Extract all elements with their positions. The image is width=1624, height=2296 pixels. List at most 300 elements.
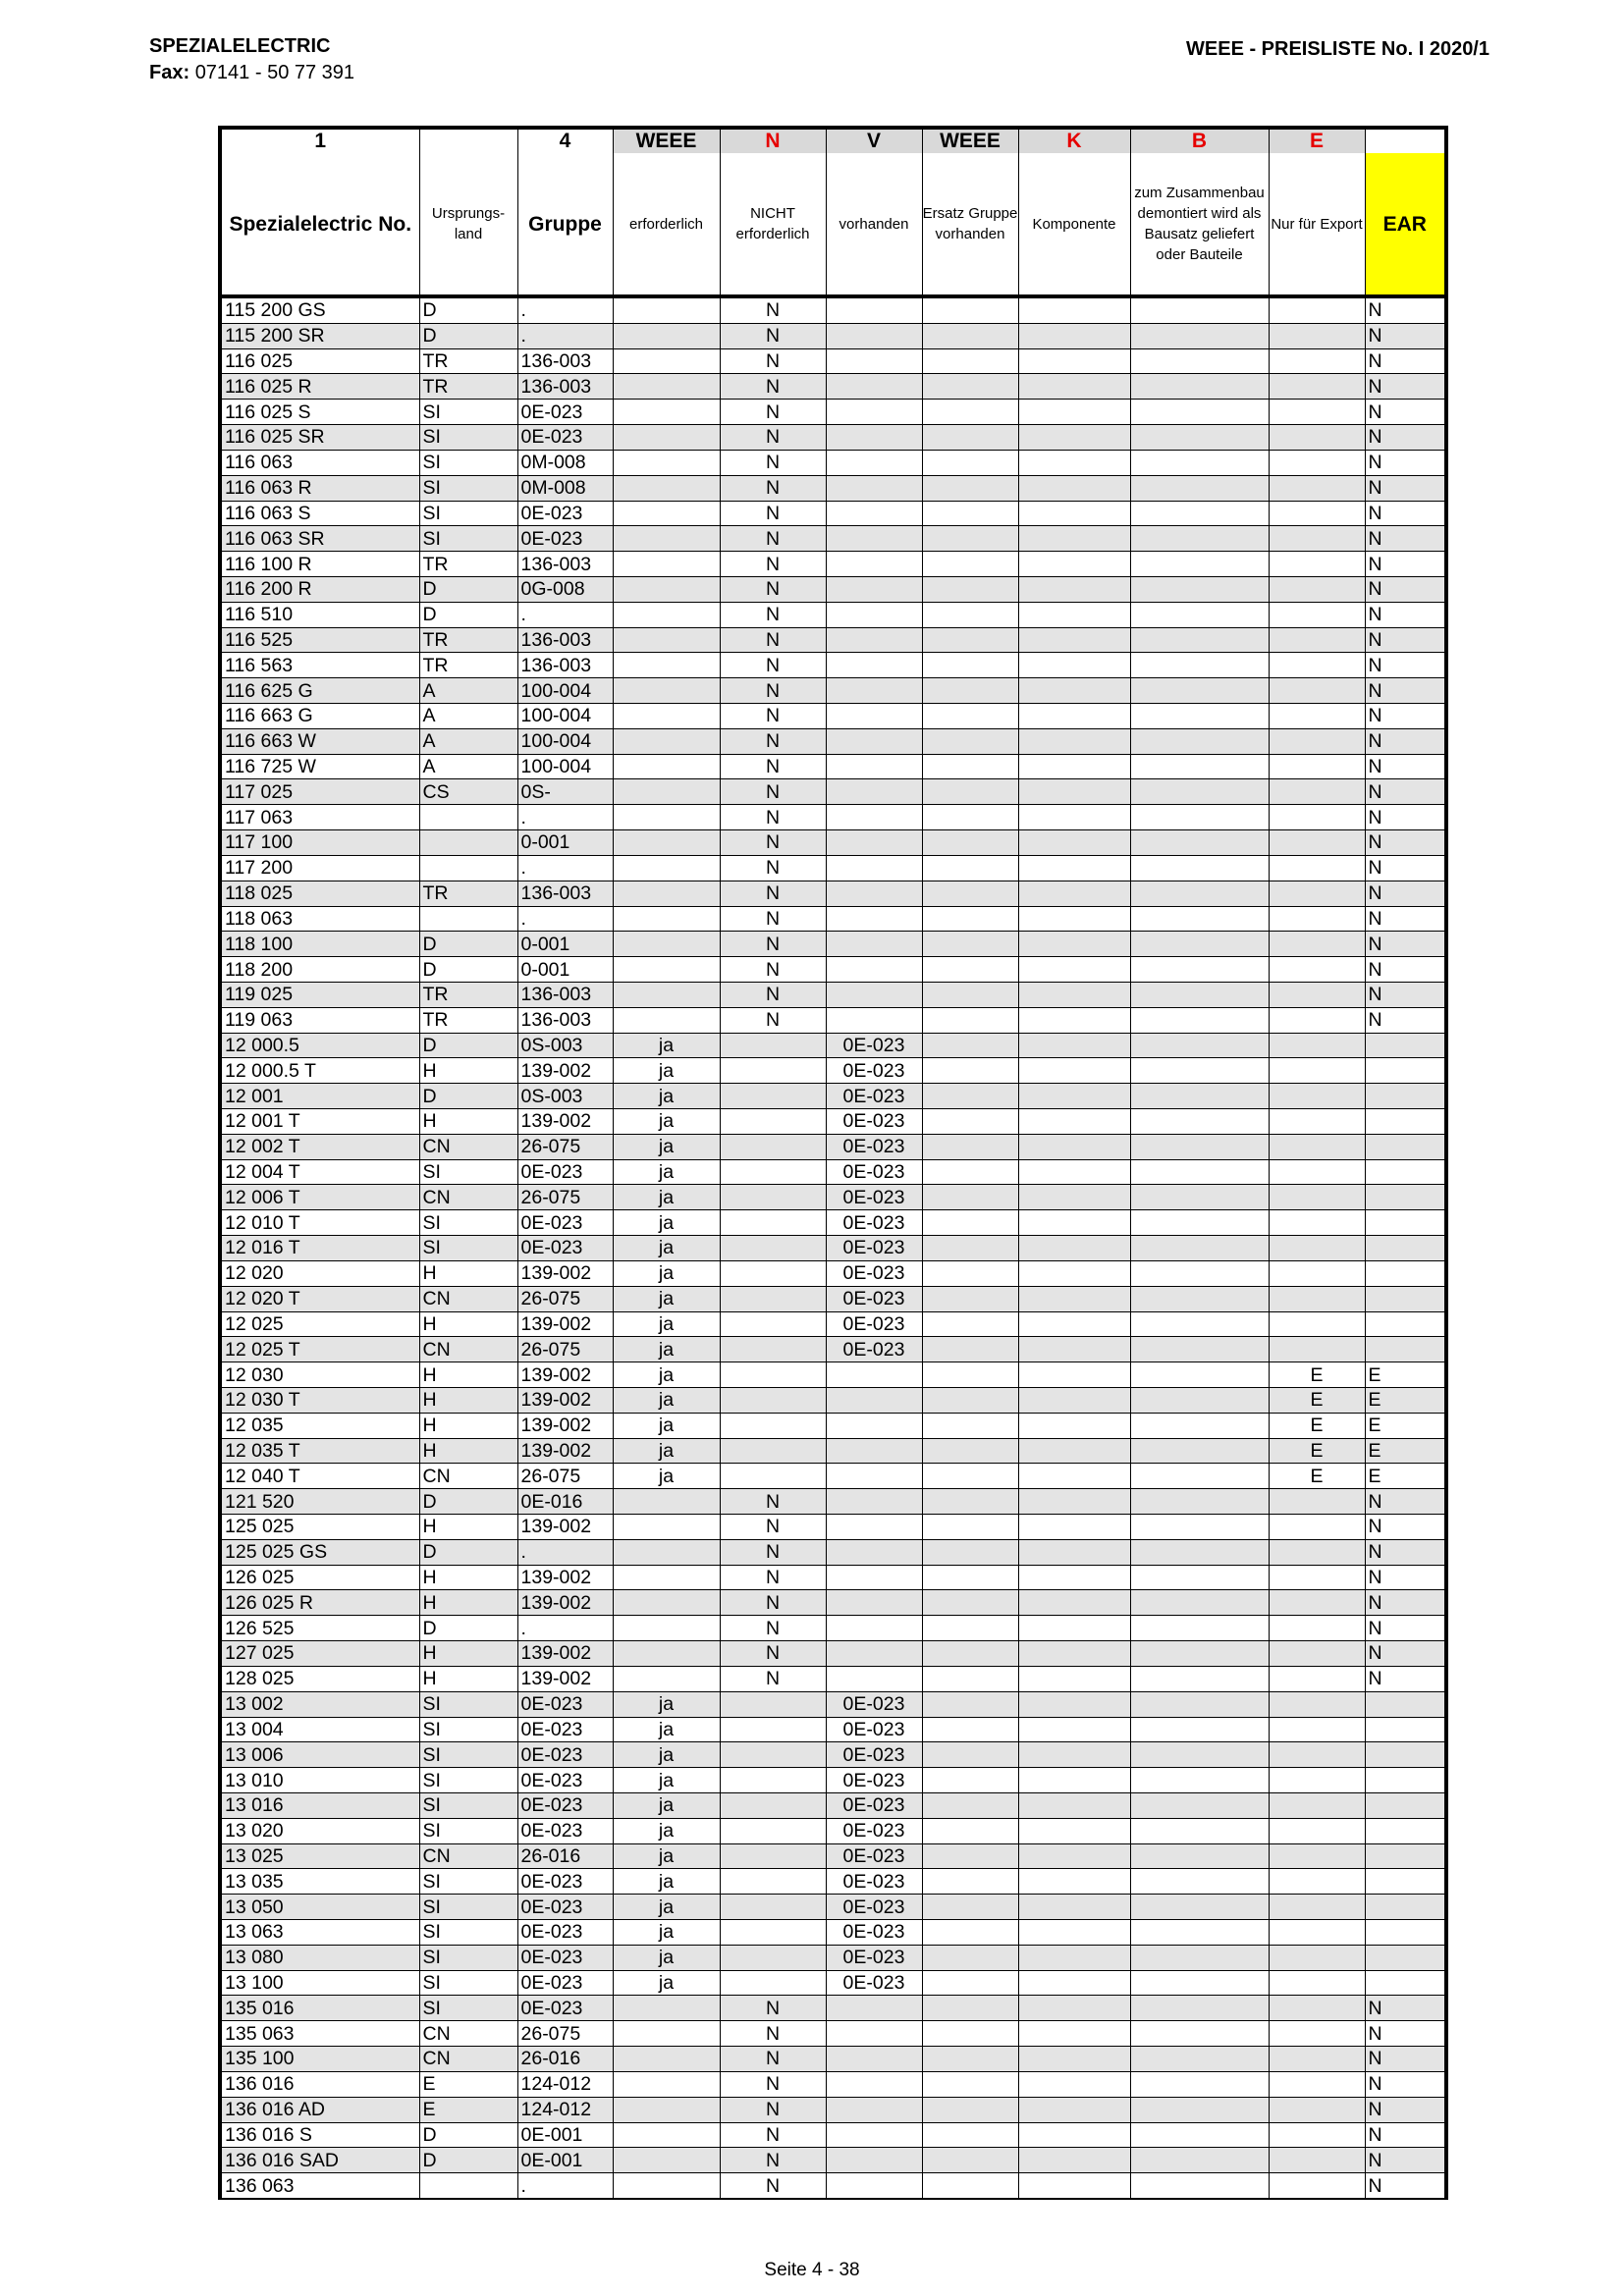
table-row <box>220 1970 1446 1996</box>
cell-spezialelectric-no: 126 525 <box>220 1616 419 1641</box>
cell-vorhanden: 0E-023 <box>826 1792 922 1818</box>
col-code-ursprungsland <box>419 128 517 153</box>
cell-spezialelectric-no: 12 030 <box>220 1362 419 1388</box>
cell-nicht-erforderlich: N <box>720 1007 826 1033</box>
cell-bausatz <box>1130 1058 1269 1084</box>
table-row <box>220 1185 1446 1210</box>
cell-gruppe: 139-002 <box>517 1590 613 1616</box>
cell-bausatz <box>1130 1159 1269 1185</box>
cell-nicht-erforderlich <box>720 1438 826 1464</box>
cell-gruppe: 0E-023 <box>517 1920 613 1946</box>
cell-export <box>1269 1920 1365 1946</box>
cell-vorhanden: 0E-023 <box>826 1869 922 1895</box>
cell-gruppe: 26-075 <box>517 1337 613 1362</box>
cell-ear <box>1365 1895 1446 1920</box>
cell-gruppe: 0E-023 <box>517 1236 613 1261</box>
cell-weee-erforderlich: ja <box>613 1134 720 1159</box>
cell-weee-erforderlich: ja <box>613 1742 720 1768</box>
cell-komponente <box>1018 1260 1130 1286</box>
cell-bausatz <box>1130 1565 1269 1590</box>
cell-bausatz <box>1130 1895 1269 1920</box>
cell-weee-erforderlich <box>613 526 720 552</box>
cell-ursprungsland: SI <box>419 1159 517 1185</box>
table-row <box>220 1792 1446 1818</box>
cell-export <box>1269 855 1365 881</box>
cell-nicht-erforderlich: N <box>720 957 826 983</box>
table-row <box>220 2173 1446 2199</box>
cell-export <box>1269 1565 1365 1590</box>
cell-spezialelectric-no: 12 000.5 T <box>220 1058 419 1084</box>
cell-ersatz-gruppe <box>922 2021 1018 2047</box>
cell-bausatz <box>1130 374 1269 400</box>
table-row <box>220 1286 1446 1311</box>
cell-ersatz-gruppe <box>922 2122 1018 2148</box>
cell-komponente <box>1018 475 1130 501</box>
cell-weee-erforderlich <box>613 1996 720 2021</box>
table-row <box>220 728 1446 754</box>
cell-ear <box>1365 1869 1446 1895</box>
cell-ursprungsland: D <box>419 2122 517 2148</box>
cell-ear: N <box>1365 957 1446 983</box>
cell-vorhanden: 0E-023 <box>826 1768 922 1793</box>
cell-ursprungsland: D <box>419 296 517 323</box>
cell-nicht-erforderlich: N <box>720 906 826 932</box>
cell-ear: E <box>1365 1438 1446 1464</box>
cell-ersatz-gruppe <box>922 1768 1018 1793</box>
cell-weee-erforderlich: ja <box>613 1033 720 1058</box>
cell-export <box>1269 1109 1365 1135</box>
cell-nicht-erforderlich: N <box>720 1590 826 1616</box>
cell-ersatz-gruppe <box>922 1869 1018 1895</box>
cell-gruppe: 139-002 <box>517 1666 613 1691</box>
cell-ersatz-gruppe <box>922 526 1018 552</box>
table-row <box>220 704 1446 729</box>
table-row <box>220 526 1446 552</box>
cell-ersatz-gruppe <box>922 552 1018 577</box>
cell-komponente <box>1018 1590 1130 1616</box>
cell-vorhanden <box>826 1590 922 1616</box>
cell-export <box>1269 1515 1365 1540</box>
cell-vorhanden <box>826 704 922 729</box>
cell-bausatz <box>1130 957 1269 983</box>
cell-vorhanden <box>826 957 922 983</box>
cell-ersatz-gruppe <box>922 1616 1018 1641</box>
col-code-spezialelectric-no: 1 <box>220 128 419 153</box>
cell-ersatz-gruppe <box>922 1058 1018 1084</box>
cell-nicht-erforderlich: N <box>720 374 826 400</box>
cell-vorhanden <box>826 906 922 932</box>
table-row <box>220 1464 1446 1489</box>
cell-ear: N <box>1365 1666 1446 1691</box>
cell-ear: N <box>1365 602 1446 627</box>
cell-bausatz <box>1130 2071 1269 2097</box>
cell-komponente <box>1018 1464 1130 1489</box>
fax-label: Fax: <box>149 62 190 83</box>
cell-ear: E <box>1365 1387 1446 1413</box>
pricelist-title: WEEE - PREISLISTE No. I 2020/1 <box>1186 38 1489 60</box>
cell-komponente <box>1018 704 1130 729</box>
table-row <box>220 957 1446 983</box>
cell-ersatz-gruppe <box>922 1489 1018 1515</box>
cell-spezialelectric-no: 12 040 T <box>220 1464 419 1489</box>
cell-vorhanden: 0E-023 <box>826 1286 922 1311</box>
cell-export <box>1269 1616 1365 1641</box>
cell-vorhanden: 0E-023 <box>826 1717 922 1742</box>
table-row <box>220 1539 1446 1565</box>
cell-vorhanden: 0E-023 <box>826 1134 922 1159</box>
cell-weee-erforderlich: ja <box>613 1843 720 1869</box>
cell-export <box>1269 830 1365 856</box>
cell-weee-erforderlich <box>613 906 720 932</box>
cell-spezialelectric-no: 12 025 T <box>220 1337 419 1362</box>
table-row <box>220 450 1446 475</box>
cell-ursprungsland: H <box>419 1565 517 1590</box>
cell-spezialelectric-no: 13 050 <box>220 1895 419 1920</box>
col-code-nicht-erforderlich: N <box>720 128 826 153</box>
table-row <box>220 1007 1446 1033</box>
cell-ersatz-gruppe <box>922 678 1018 704</box>
col-header-ursprungsland: Ursprungs-land <box>419 153 517 296</box>
cell-vorhanden <box>826 1007 922 1033</box>
cell-export <box>1269 728 1365 754</box>
cell-spezialelectric-no: 12 035 <box>220 1413 419 1438</box>
cell-ear <box>1365 1236 1446 1261</box>
cell-spezialelectric-no: 116 025 S <box>220 400 419 425</box>
cell-export <box>1269 2097 1365 2122</box>
cell-ursprungsland: D <box>419 1033 517 1058</box>
cell-export: E <box>1269 1362 1365 1388</box>
cell-ear: N <box>1365 425 1446 451</box>
cell-export <box>1269 2148 1365 2173</box>
cell-spezialelectric-no: 115 200 SR <box>220 323 419 348</box>
cell-export: E <box>1269 1464 1365 1489</box>
cell-nicht-erforderlich <box>720 1337 826 1362</box>
table-row <box>220 1134 1446 1159</box>
cell-spezialelectric-no: 12 020 <box>220 1260 419 1286</box>
cell-spezialelectric-no: 117 100 <box>220 830 419 856</box>
cell-vorhanden: 0E-023 <box>826 1033 922 1058</box>
cell-komponente <box>1018 1843 1130 1869</box>
cell-spezialelectric-no: 116 725 W <box>220 754 419 779</box>
cell-ursprungsland: TR <box>419 374 517 400</box>
cell-weee-erforderlich <box>613 2122 720 2148</box>
cell-ursprungsland: D <box>419 576 517 602</box>
page-number: Seite 4 - 38 <box>764 2260 860 2280</box>
cell-komponente <box>1018 982 1130 1007</box>
cell-komponente <box>1018 2148 1130 2173</box>
cell-ear <box>1365 1717 1446 1742</box>
cell-vorhanden <box>826 1565 922 1590</box>
cell-nicht-erforderlich: N <box>720 2097 826 2122</box>
cell-export <box>1269 552 1365 577</box>
cell-komponente <box>1018 779 1130 805</box>
col-code-gruppe: 4 <box>517 128 613 153</box>
cell-ear <box>1365 1033 1446 1058</box>
cell-spezialelectric-no: 118 025 <box>220 881 419 906</box>
cell-vorhanden <box>826 2047 922 2072</box>
cell-ear: N <box>1365 906 1446 932</box>
table-row <box>220 1159 1446 1185</box>
cell-nicht-erforderlich: N <box>720 602 826 627</box>
cell-ursprungsland: SI <box>419 1717 517 1742</box>
cell-ersatz-gruppe <box>922 1515 1018 1540</box>
cell-komponente <box>1018 627 1130 653</box>
table-row <box>220 2148 1446 2173</box>
cell-komponente <box>1018 1159 1130 1185</box>
cell-nicht-erforderlich <box>720 1387 826 1413</box>
cell-weee-erforderlich: ja <box>613 1413 720 1438</box>
cell-weee-erforderlich <box>613 627 720 653</box>
cell-ear: N <box>1365 830 1446 856</box>
cell-ear <box>1365 1134 1446 1159</box>
cell-nicht-erforderlich: N <box>720 855 826 881</box>
cell-vorhanden: 0E-023 <box>826 1058 922 1084</box>
cell-gruppe: 0E-016 <box>517 1489 613 1515</box>
cell-nicht-erforderlich: N <box>720 2047 826 2072</box>
table-row <box>220 1666 1446 1691</box>
cell-vorhanden: 0E-023 <box>826 1818 922 1843</box>
cell-export <box>1269 1058 1365 1084</box>
cell-ear <box>1365 1742 1446 1768</box>
cell-ersatz-gruppe <box>922 627 1018 653</box>
cell-nicht-erforderlich <box>720 1792 826 1818</box>
cell-nicht-erforderlich <box>720 1311 826 1337</box>
cell-ursprungsland: TR <box>419 627 517 653</box>
cell-export <box>1269 1717 1365 1742</box>
cell-ursprungsland <box>419 830 517 856</box>
cell-ear: N <box>1365 779 1446 805</box>
cell-ersatz-gruppe <box>922 475 1018 501</box>
cell-export <box>1269 957 1365 983</box>
cell-ursprungsland: H <box>419 1641 517 1667</box>
cell-weee-erforderlich: ja <box>613 1159 720 1185</box>
cell-nicht-erforderlich: N <box>720 653 826 678</box>
cell-bausatz <box>1130 1691 1269 1717</box>
cell-weee-erforderlich: ja <box>613 1337 720 1362</box>
cell-weee-erforderlich <box>613 805 720 830</box>
cell-export <box>1269 1996 1365 2021</box>
cell-nicht-erforderlich <box>720 1768 826 1793</box>
cell-ear: N <box>1365 2173 1446 2199</box>
cell-bausatz <box>1130 1362 1269 1388</box>
cell-ersatz-gruppe <box>922 779 1018 805</box>
cell-ersatz-gruppe <box>922 1539 1018 1565</box>
cell-komponente <box>1018 1539 1130 1565</box>
cell-ear <box>1365 1185 1446 1210</box>
cell-ersatz-gruppe <box>922 450 1018 475</box>
col-code-ear <box>1365 128 1446 153</box>
cell-export <box>1269 296 1365 323</box>
cell-ersatz-gruppe <box>922 1438 1018 1464</box>
table-row <box>220 678 1446 704</box>
cell-vorhanden <box>826 552 922 577</box>
cell-spezialelectric-no: 12 001 <box>220 1084 419 1109</box>
cell-vorhanden <box>826 501 922 526</box>
cell-bausatz <box>1130 1818 1269 1843</box>
cell-weee-erforderlich <box>613 704 720 729</box>
cell-spezialelectric-no: 126 025 <box>220 1565 419 1590</box>
cell-ersatz-gruppe <box>922 932 1018 957</box>
cell-weee-erforderlich: ja <box>613 1084 720 1109</box>
cell-gruppe: 139-002 <box>517 1387 613 1413</box>
cell-spezialelectric-no: 116 625 G <box>220 678 419 704</box>
cell-vorhanden <box>826 475 922 501</box>
cell-bausatz <box>1130 1109 1269 1135</box>
cell-bausatz <box>1130 678 1269 704</box>
cell-nicht-erforderlich <box>720 1691 826 1717</box>
cell-nicht-erforderlich: N <box>720 2021 826 2047</box>
cell-bausatz <box>1130 602 1269 627</box>
col-header-nicht-erforderlich: NICHT erforderlich <box>720 153 826 296</box>
cell-ersatz-gruppe <box>922 1134 1018 1159</box>
table-row <box>220 1413 1446 1438</box>
cell-spezialelectric-no: 135 100 <box>220 2047 419 2072</box>
table-row <box>220 400 1446 425</box>
cell-komponente <box>1018 1616 1130 1641</box>
table-row <box>220 374 1446 400</box>
cell-gruppe: 26-075 <box>517 1185 613 1210</box>
cell-spezialelectric-no: 117 200 <box>220 855 419 881</box>
cell-gruppe: . <box>517 906 613 932</box>
cell-nicht-erforderlich: N <box>720 881 826 906</box>
cell-komponente <box>1018 805 1130 830</box>
cell-nicht-erforderlich: N <box>720 348 826 374</box>
cell-bausatz <box>1130 1033 1269 1058</box>
cell-ersatz-gruppe <box>922 855 1018 881</box>
price-table-body <box>220 296 1446 2199</box>
cell-gruppe: 26-075 <box>517 2021 613 2047</box>
table-row <box>220 1895 1446 1920</box>
cell-vorhanden <box>826 932 922 957</box>
cell-weee-erforderlich <box>613 932 720 957</box>
cell-komponente <box>1018 1641 1130 1667</box>
cell-nicht-erforderlich <box>720 1895 826 1920</box>
cell-ear: N <box>1365 2097 1446 2122</box>
cell-spezialelectric-no: 13 080 <box>220 1945 419 1970</box>
cell-ersatz-gruppe <box>922 1109 1018 1135</box>
cell-spezialelectric-no: 12 030 T <box>220 1387 419 1413</box>
table-row <box>220 475 1446 501</box>
cell-vorhanden: 0E-023 <box>826 1895 922 1920</box>
cell-spezialelectric-no: 12 002 T <box>220 1134 419 1159</box>
price-table <box>218 126 1448 2200</box>
cell-ursprungsland: E <box>419 2071 517 2097</box>
cell-gruppe: 0E-023 <box>517 400 613 425</box>
cell-vorhanden <box>826 653 922 678</box>
cell-export <box>1269 1185 1365 1210</box>
cell-weee-erforderlich <box>613 1539 720 1565</box>
cell-vorhanden <box>826 678 922 704</box>
cell-nicht-erforderlich <box>720 1084 826 1109</box>
cell-export <box>1269 1818 1365 1843</box>
cell-bausatz <box>1130 1742 1269 1768</box>
cell-vorhanden <box>826 2148 922 2173</box>
cell-komponente <box>1018 932 1130 957</box>
cell-komponente <box>1018 425 1130 451</box>
cell-komponente <box>1018 1869 1130 1895</box>
cell-vorhanden <box>826 881 922 906</box>
cell-ursprungsland: CN <box>419 1286 517 1311</box>
cell-ear: N <box>1365 1590 1446 1616</box>
cell-ursprungsland: SI <box>419 450 517 475</box>
table-row <box>220 576 1446 602</box>
cell-ersatz-gruppe <box>922 2071 1018 2097</box>
cell-vorhanden <box>826 830 922 856</box>
cell-nicht-erforderlich <box>720 1742 826 1768</box>
cell-nicht-erforderlich: N <box>720 425 826 451</box>
cell-ursprungsland: D <box>419 932 517 957</box>
cell-komponente <box>1018 830 1130 856</box>
cell-bausatz <box>1130 1134 1269 1159</box>
cell-komponente <box>1018 2173 1130 2199</box>
cell-spezialelectric-no: 127 025 <box>220 1641 419 1667</box>
cell-ear: N <box>1365 704 1446 729</box>
cell-spezialelectric-no: 13 004 <box>220 1717 419 1742</box>
cell-weee-erforderlich <box>613 779 720 805</box>
cell-gruppe: 0E-023 <box>517 1895 613 1920</box>
cell-bausatz <box>1130 830 1269 856</box>
cell-export <box>1269 1792 1365 1818</box>
table-row <box>220 653 1446 678</box>
cell-nicht-erforderlich: N <box>720 754 826 779</box>
cell-export <box>1269 475 1365 501</box>
cell-nicht-erforderlich <box>720 1236 826 1261</box>
table-row <box>220 932 1446 957</box>
cell-bausatz <box>1130 1311 1269 1337</box>
cell-spezialelectric-no: 116 025 <box>220 348 419 374</box>
column-label-row <box>220 153 1446 296</box>
cell-ear: N <box>1365 754 1446 779</box>
cell-ear: N <box>1365 2021 1446 2047</box>
col-header-export: Nur für Export <box>1269 153 1365 296</box>
cell-ear: N <box>1365 1565 1446 1590</box>
cell-spezialelectric-no: 12 025 <box>220 1311 419 1337</box>
cell-vorhanden <box>826 2021 922 2047</box>
cell-vorhanden: 0E-023 <box>826 1210 922 1236</box>
table-row <box>220 1768 1446 1793</box>
cell-vorhanden: 0E-023 <box>826 1742 922 1768</box>
cell-komponente <box>1018 1337 1130 1362</box>
cell-bausatz <box>1130 1464 1269 1489</box>
cell-gruppe: 0E-023 <box>517 1210 613 1236</box>
cell-nicht-erforderlich: N <box>720 1489 826 1515</box>
cell-ersatz-gruppe <box>922 1818 1018 1843</box>
cell-vorhanden <box>826 627 922 653</box>
table-row <box>220 1843 1446 1869</box>
cell-spezialelectric-no: 136 016 <box>220 2071 419 2097</box>
cell-vorhanden <box>826 779 922 805</box>
cell-spezialelectric-no: 116 025 SR <box>220 425 419 451</box>
cell-ursprungsland: D <box>419 1539 517 1565</box>
cell-gruppe: 124-012 <box>517 2071 613 2097</box>
cell-weee-erforderlich <box>613 400 720 425</box>
cell-ear: N <box>1365 1539 1446 1565</box>
cell-ursprungsland: H <box>419 1311 517 1337</box>
cell-ear <box>1365 1084 1446 1109</box>
cell-gruppe: 136-003 <box>517 348 613 374</box>
cell-spezialelectric-no: 13 002 <box>220 1691 419 1717</box>
cell-ersatz-gruppe <box>922 1565 1018 1590</box>
cell-bausatz <box>1130 552 1269 577</box>
cell-weee-erforderlich <box>613 501 720 526</box>
cell-weee-erforderlich <box>613 982 720 1007</box>
cell-vorhanden <box>826 374 922 400</box>
cell-ear: N <box>1365 348 1446 374</box>
cell-vorhanden <box>826 1539 922 1565</box>
col-header-bausatz: zum Zusammenbau demontiert wird als Bausatz geliefert oder Bauteile <box>1130 153 1269 296</box>
cell-gruppe: 100-004 <box>517 704 613 729</box>
cell-gruppe: 0E-023 <box>517 1742 613 1768</box>
